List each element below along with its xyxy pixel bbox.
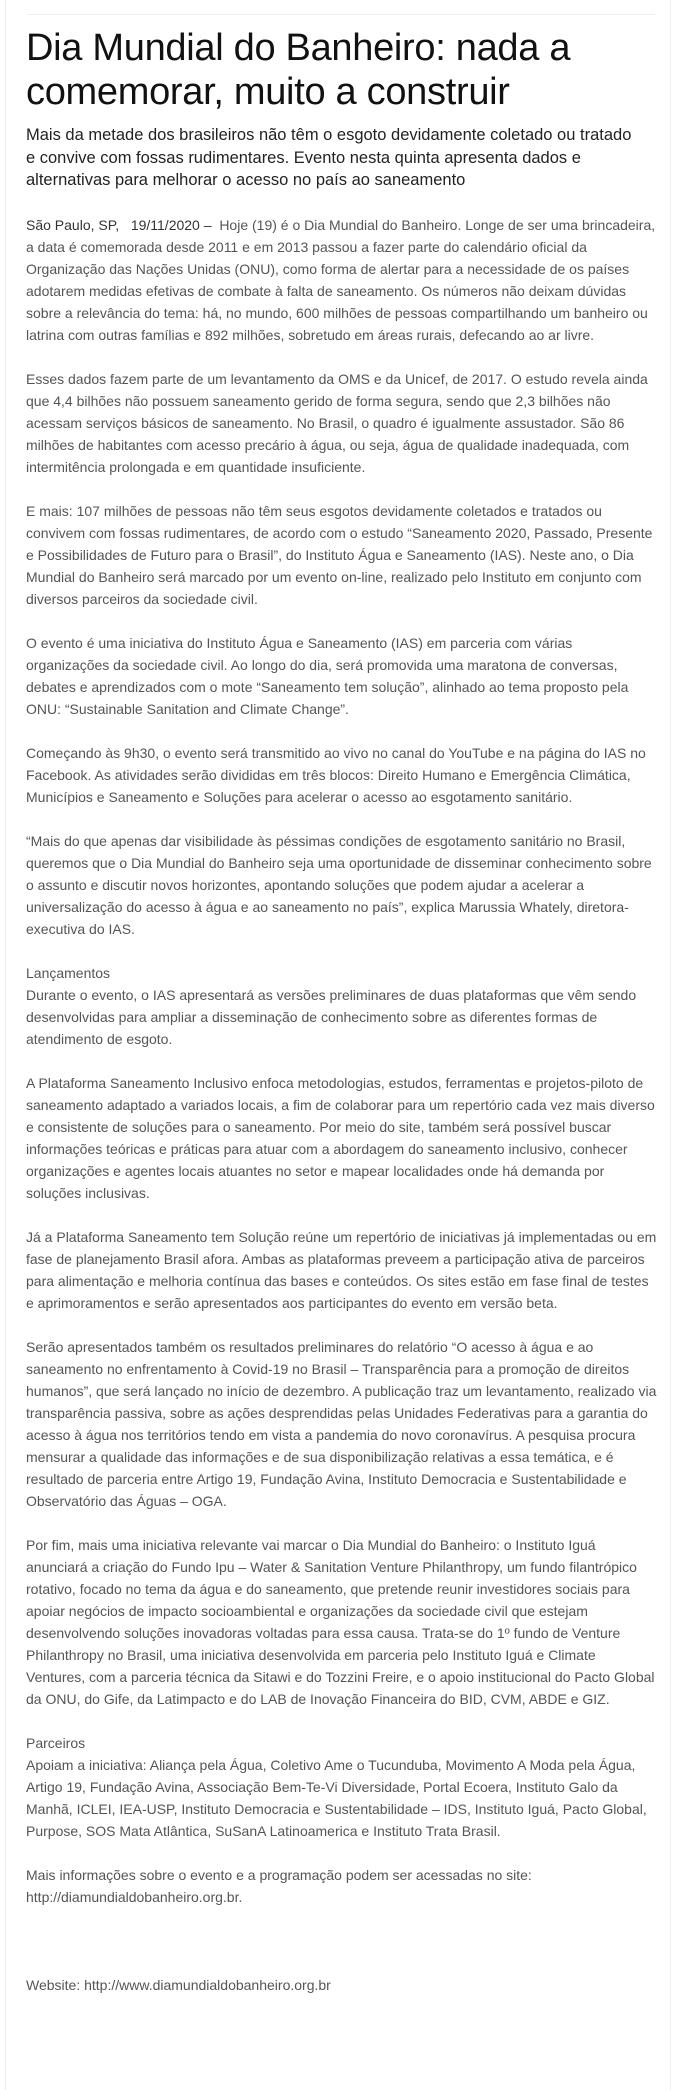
article-title: Dia Mundial do Banheiro: nada a comemorar, muito a construir (26, 27, 571, 113)
more-info-link[interactable]: http://diamundialdobanheiro.org.br. (26, 1888, 243, 1905)
article (26, 26, 658, 2018)
paragraph: Por fim, mais uma iniciativa relevante vai marcar o Dia Mundial do Banheiro: o Instituto Iguá anunciará a criação do Fundo Ipu – Water & Sanitation Venture Philanthropy, um fundo filantrópico rotativo, focado no tema da água e do saneamento, que pretende reunir investidores sociais para apoiar negócios de impacto socioambiental e organizações da sociedade civil que estejam desenvolvendo soluções inovadoras voltadas para essa causa. Trata-se do 1º fundo de Venture Philanthropy no Brasil, uma iniciativa desenvolvida em parceria pelo Instituto Iguá e Climate Ventures, com a parceria técnica da Sitawi e do Tozzini Freire, e o apoio institucional do Pacto Global da ONU, do Gife, da Latimpacto e do LAB de Inovação Financeira do BID, CVM, ABDE e GIZ. (26, 1536, 655, 1707)
paragraph: “Mais do que apenas dar visibilidade às péssimas condições de esgotamento sanitário no Brasil, queremos que o Dia Mundial do Banheiro seja uma oportunidade de disseminar conhecimento sobre o assunto e discutir novos horizontes, apontando soluções que podem ajudar a acelerar a universalização do acesso à água e ao saneamento no país”, explica Marussia Whately, diretora-executiva do IAS. (26, 832, 652, 937)
website-line (26, 1974, 658, 1996)
more-info (26, 1864, 658, 1908)
article-body (26, 214, 658, 1996)
paragraph-text: Apoiam a iniciativa: Aliança pela Água, Coletivo Ame o Tucunduba, Movimento A Moda pela Água, Artigo 19, Fundação Avina, Associação Bem-Te-Vi Diversidade, Portal Ecoera, Instituto Galo da Manhã, ICLEI, IEA-USP, Instituto Democracia e Sustentabilidade – IDS, Instituto Iguá, Pacto Global, Purpose, SOS Mata Atlântica, SuSanA Latinoamerica e Instituto Trata Brasil. (26, 1756, 647, 1839)
paragraph-text: Hoje (19) é o Dia Mundial do Banheiro. Longe de ser uma brincadeira, a data é comemorada desde 2011 e em 2013 passou a fazer parte do calendário oficial da Organização das Nações Unidas (ONU), como forma de alertar para a necessidade de os países adotarem medidas efetivas de combate à falta de saneamento. Os números não deixam dúvidas sobre a relevância do tema: há, no mundo, 600 milhões de pessoas compartilhando um banheiro ou latrina com outras famílias e 892 milhões, sobretudo em áreas rurais, defecando ao ar livre. (26, 216, 656, 343)
paragraph: O evento é uma iniciativa do Instituto Água e Saneamento (IAS) em parceria com várias organizações da sociedade civil. Ao longo do dia, será promovida uma maratona de conversas, debates e aprendizados com o mote “Saneamento tem solução”, alinhado ao tema proposto pela ONU: “Sustainable Sanitation and Climate Change”. (26, 634, 629, 717)
paragraph: Serão apresentados também os resultados preliminares do relatório “O acesso à água e ao saneamento no enfrentamento à Covid-19 no Brasil – Transparência para a promoção de direitos humanos”, que será lançado no início de dezembro. A publicação traz um levantamento, realizado via transparência passiva, sobre as ações desprendidas pelas Unidades Federativas para a garantia do acesso à água nos territórios tendo em vista a pandemia do novo coronavírus. A pesquisa procura mensurar a qualidade das informações e de sua disponibilização relativas a essa temática, e é resultado de parceria entre Artigo 19, Fundação Avina, Instituto Democracia e Sustentabilidade e Observatório das Águas – OGA. (26, 1338, 657, 1509)
section-parceiros (26, 1732, 658, 1842)
website-link[interactable]: http://www.diamundialdobanheiro.org.br (84, 1976, 331, 1993)
more-info-text: Mais informações sobre o evento e a programação podem ser acessadas no site: (26, 1866, 532, 1883)
paragraph: A Plataforma Saneamento Inclusivo enfoca metodologias, estudos, ferramentas e projetos-piloto de saneamento adaptado a variados locais, a fim de colaborar para um repertório cada vez mais diverso e consistente de soluções para o saneamento. Por meio do site, também será possível buscar informações teóricas e práticas para atuar com a abordagem do saneamento inclusivo, conhecer organizações e agentes locais atuantes no setor e mapear localidades onde há demanda por soluções inclusivas. (26, 1074, 655, 1201)
article-subtitle (26, 124, 658, 192)
section-lancamentos (26, 962, 658, 1050)
paragraph: Esses dados fazem parte de um levantamento da OMS e da Unicef, de 2017. O estudo revela ainda que 4,4 bilhões não possuem saneamento gerido de forma segura, sendo que 2,3 bilhões não acessam serviços básicos de saneamento. No Brasil, o quadro é igualmente assustador. São 86 milhões de habitantes com acesso precário à água, ou seja, água de qualidade inadequada, com intermitência prolongada e em quantidade insuficiente. (26, 370, 648, 475)
paragraph: Já a Plataforma Saneamento tem Solução reúne um repertório de iniciativas já implementadas ou em fase de planejamento Brasil afora. Ambas as plataformas preveem a participação ativa de parceiros para alimentação e melhoria contínua das bases e conteúdos. Os sites estão em fase final de testes e aprimoramentos e serão apresentados aos participantes do evento em versão beta. (26, 1228, 657, 1311)
dateline: São Paulo, SP, 19/11/2020 – (26, 216, 220, 233)
website-label: Website: (26, 1976, 85, 1993)
section-heading: Parceiros (26, 1734, 86, 1751)
paragraph: Começando às 9h30, o evento será transmitido ao vivo no canal do YouTube e na página do IAS no Facebook. As atividades serão divididas em três blocos: Direito Humano e Emergência Climática, Municípios e Saneamento e Soluções para acelerar o acesso ao esgotamento sanitário. (26, 744, 646, 805)
section-heading: Lançamentos (26, 964, 111, 981)
paragraph (26, 214, 658, 346)
spacer (26, 1930, 658, 1974)
top-divider (27, 14, 655, 15)
subtitle-line-2: e convive com fossas rudimentares. Evento nesta quinta apresenta dados e alternativas para melhorar o acesso no país ao saneamento (26, 148, 581, 189)
paragraph: E mais: 107 milhões de pessoas não têm seus esgotos devidamente coletados e tratados ou convivem com fossas rudimentares, de acordo com o estudo “Saneamento 2020, Passado, Presente e Possibilidades de Futuro para o Brasil”, do Instituto Água e Saneamento (IAS). Neste ano, o Dia Mundial do Banheiro será marcado por um evento on-line, realizado pelo Instituto em conjunto com diversos parceiros da sociedade civil. (26, 502, 653, 607)
paragraph-text: Durante o evento, o IAS apresentará as versões preliminares de duas plataformas que vêm sendo desenvolvidas para ampliar a disseminação de conhecimento sobre as diferentes formas de atendimento de esgoto. (26, 986, 637, 1047)
subtitle-line-1: Mais da metade dos brasileiros não têm o esgoto devidamente coletado ou tratado (26, 126, 632, 144)
